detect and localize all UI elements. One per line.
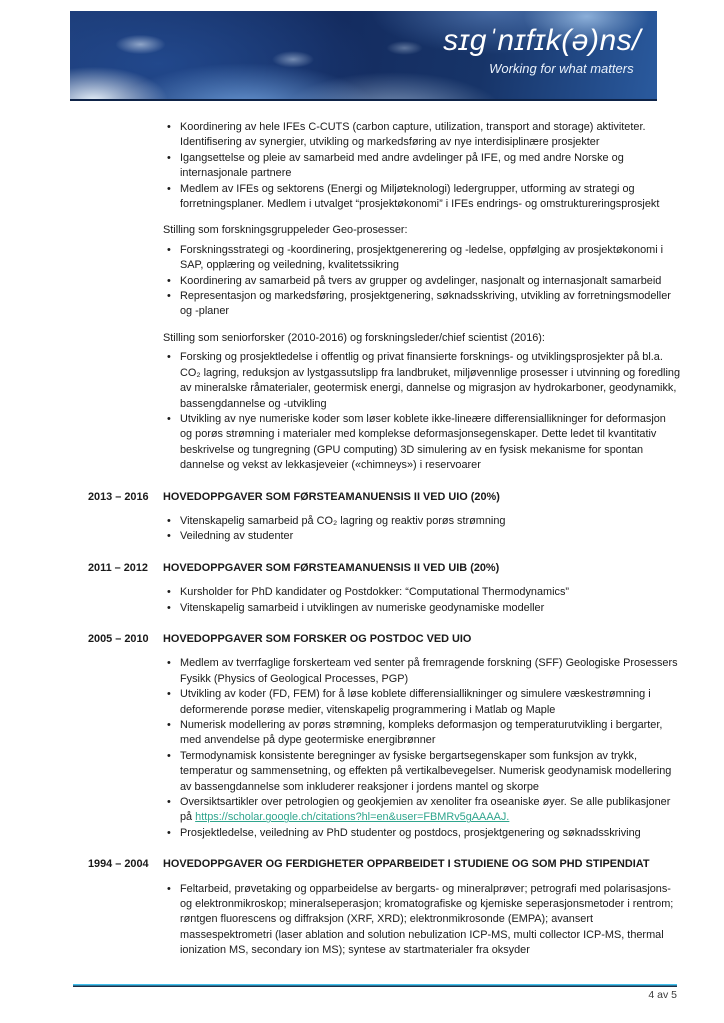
entry-date: 2011 – 2012 xyxy=(88,561,148,574)
brand xyxy=(443,24,641,76)
entry-title: HOVEDOPPGAVER OG FERDIGHETER OPPARBEIDET I STUDIENE OG SOM PHD STIPENDIAT xyxy=(163,858,650,871)
bullet-item xyxy=(163,749,680,795)
bullet-text: Numerisk modellering av porøs strømning, kompleks deformasjon og temperaturutvikling i bergarter, med anvendelse på dype geotermiske energibrønner xyxy=(180,719,663,747)
entry-header xyxy=(88,632,680,647)
bullet-text: Prosjektledelse, veiledning av PhD studenter og postdocs, prosjektgenering og søknadsskriving xyxy=(180,826,641,839)
bullet-text: Representasjon og markedsføring, prosjektgenering, søknadsskriving, utvikling av forretningsmodeller og -planer xyxy=(180,290,671,318)
bullet-item xyxy=(163,826,680,841)
bullet-item xyxy=(163,514,680,529)
entry-header xyxy=(88,561,680,576)
bullet-text: Vitenskapelig samarbeid i utviklingen av numeriske geodynamiske modeller xyxy=(180,601,545,614)
entry-date: 2005 – 2010 xyxy=(88,632,149,645)
bullet-text: Koordinering av samarbeid på tvers av grupper og avdelinger, nasjonalt og internasjonalt samarbeid xyxy=(180,274,662,287)
bullet-text: Medlem av IFEs og sektorens (Energi og Miljøteknologi) ledergrupper, utforming av strategi og forretningsplaner. Medlem i utvalget “prosjektøkonomi” i IFEs endrings- og omstruktureringsprosjekt xyxy=(180,182,660,211)
entry-title: HOVEDOPPGAVER SOM FORSKER OG POSTDOC VED UIO xyxy=(163,632,472,645)
entry-title: HOVEDOPPGAVER SOM FØRSTEAMANUENSIS II VED UIB (20%) xyxy=(163,561,500,574)
entry-title: HOVEDOPPGAVER SOM FØRSTEAMANUENSIS II VED UIO (20%) xyxy=(163,490,500,503)
role-subheading: Stilling som seniorforsker (2010-2016) og forskningsleder/chief scientist (2016): xyxy=(163,331,545,344)
role-subheading: Stilling som forskningsgruppeleder Geo-prosesser: xyxy=(163,224,408,237)
bullet-text: Veiledning av studenter xyxy=(180,530,294,543)
bullet-item xyxy=(163,601,680,616)
bullet-item xyxy=(163,882,680,959)
entry-date: 2013 – 2016 xyxy=(88,490,149,503)
entry-header xyxy=(88,490,680,505)
bullet-text: Forskningsstrategi og -koordinering, prosjektgenerering og -ledelse, oppfølging av prosjektøkonomi i SAP, opplæring og veiledning, kvalitetssikring xyxy=(180,243,664,272)
bullet-item xyxy=(163,182,680,213)
bullet-item xyxy=(163,656,680,687)
bullet-text: Utvikling av nye numeriske koder som løser koblete ikke-lineære differensiallikninger for deformasjon og porøs strømning i materialer med komplekse deformasjonsegenskaper. Dette ledet til kvantitativ beskrivelse og tungregning (GPU computing) 3D simulering av en fysisk mekanisme for spontan dannelse og vekst av lekkasjeveier («chimneys») i reservoarer xyxy=(180,412,666,472)
header-ocean-image xyxy=(70,11,657,101)
bullet-text: Vitenskapelig samarbeid på CO₂ lagring og reaktiv porøs strømning xyxy=(180,514,506,527)
bullet-text: Kursholder for PhD kandidater og Postdokker: “Computational Thermodynamics” xyxy=(180,586,570,599)
bullet-item xyxy=(163,274,680,289)
bullet-text: Medlem av tverrfaglige forskerteam ved senter på fremragende forskning (SFF) Geologiske Prosessers Fysikk (Physics of Geological Processes, PGP) xyxy=(180,657,678,685)
bullet-item xyxy=(163,120,680,151)
page-number: 4 av 5 xyxy=(648,989,677,1001)
footer-divider xyxy=(73,984,677,987)
bullet-item xyxy=(163,412,680,474)
scholar-link[interactable]: https://scholar.google.ch/citations?hl=en&user=FBMRv5gAAAAJ. xyxy=(195,811,510,824)
bullet-text: Igangsettelse og pleie av samarbeid med andre avdelinger på IFE, og med andre Norske og internasjonale partnere xyxy=(180,151,624,180)
brand-logo: sɪgˈnɪfɪk(ə)ns/ xyxy=(443,24,641,57)
bullet-item xyxy=(163,350,680,412)
bullet-list xyxy=(163,585,680,616)
bullet-text: Termodynamisk konsistente beregninger av fysiske bergartsegenskaper som funksjon av trykk, temperatur og sammensetning, og effekten på vertikalbevegelser. Numerisk geodynamisk modellering av bassengdannelse som inkluderer reaksjoner i jordens mantel og skorpe xyxy=(180,749,672,793)
bullet-item xyxy=(163,289,680,320)
entry-date: 1994 – 2004 xyxy=(88,858,149,871)
bullet-item xyxy=(163,795,680,826)
bullet-list xyxy=(163,656,680,841)
bullet-item xyxy=(163,687,680,718)
bullet-item xyxy=(163,718,680,749)
document-body xyxy=(88,120,680,959)
bullet-list xyxy=(163,882,680,959)
bullet-text: Utvikling av koder (FD, FEM) for å løse koblete differensiallikninger og simulere væskestrømning i deformerende porøse medier, vitenskapelig programmering i Matlab og Maple xyxy=(180,688,651,716)
bullet-text: Oversiktsartikler over petrologien og geokjemien av xenoliter fra oseaniske øyer. Se alle publikasjoner på xyxy=(180,796,671,824)
bullet-list xyxy=(163,243,680,320)
bullet-item xyxy=(163,151,680,182)
bullet-list xyxy=(163,350,680,473)
brand-tagline: Working for what matters xyxy=(489,61,634,76)
entry-header xyxy=(88,857,680,872)
bullet-text: Feltarbeid, prøvetaking og opparbeidelse av bergarts- og mineralprøver; petrografi med polarisasjons- og elektronmikroskop; mineralseperasjon; kromatografiske og kjemiske seperasjonsmetoder i rentrom; røntgen fluorescens og diffraksjon (XRF, XRD); elektronmikrosonde (EMPA); avansert massespektrometri (laser ablation and solution nebulization ICP-MS, multi collector ICP-MS, thermal ionization MS, secondary ion MS); syntese av startmaterialer fra oksyder xyxy=(180,882,674,957)
bullet-item xyxy=(163,243,680,274)
bullet-item xyxy=(163,585,680,600)
bullet-item xyxy=(163,529,680,544)
bullet-text: Koordinering av hele IFEs C-CUTS (carbon capture, utilization, transport and storage) aktiviteter. Identifisering av synergier, utvikling og markedsføring av nye interdisiplinære prosjekter xyxy=(180,121,646,149)
bullet-text: Forsking og prosjektledelse i offentlig og privat finansierte forsknings- og utviklingsprosjekter på bl.a. CO₂ lagring, reduksjon av lystgassutslipp fra landbruket, miljøvennlige prosesser i utvinning og foredling av mineralske råmaterialer, geotermisk energi, dannelse og migrasjon av hydrokarboner, geodynamikk, bassengdannelse og -utvikling xyxy=(180,351,681,410)
bullet-list xyxy=(163,120,680,212)
bullet-list xyxy=(163,514,680,545)
